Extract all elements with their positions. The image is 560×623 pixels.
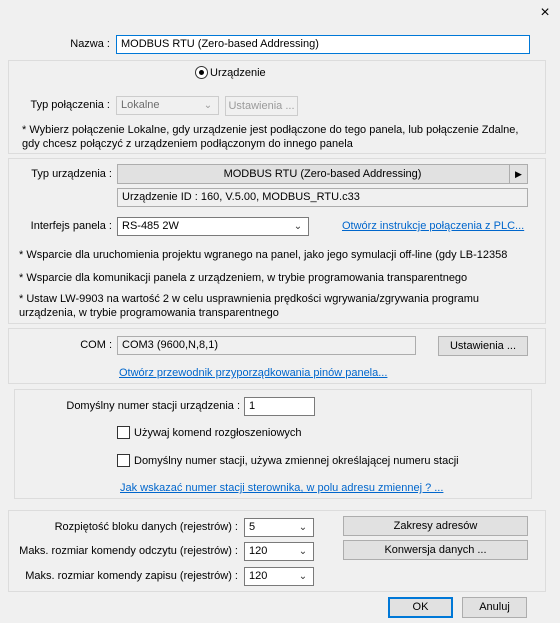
note-lw9903: * Ustaw LW-9903 na wartość 2 w celu usprawnienia prędkości wgrywania/zgrywania programu urządzenia, w trybie programowania transparentnego <box>19 293 479 319</box>
max-write-label: Maks. rozmiar komendy zapisu (rejestrów) : <box>25 570 238 582</box>
radio-selected-dot <box>199 70 204 75</box>
close-icon[interactable]: × <box>540 4 550 21</box>
max-write-select[interactable] <box>244 567 314 586</box>
station-help-link[interactable]: Jak wskazać numer stacji sterownika, w polu adresu zmiennej ? ... <box>120 482 444 494</box>
device-type-label: Typ urządzenia : <box>31 168 112 180</box>
data-conversion-button[interactable]: Konwersja danych ... <box>343 540 528 560</box>
station-number-input[interactable]: 1 <box>244 397 315 416</box>
station-number-label: Domyślny numer stacji urządzenia : <box>66 400 240 412</box>
note-transparent: * Wsparcie dla komunikacji panela z urządzeniem, w trybie programowania transparentnego <box>19 272 468 284</box>
panel-interface-value: RS-485 2W <box>122 220 179 232</box>
block-size-select[interactable] <box>244 518 314 537</box>
block-size-label: Rozpiętość bloku danych (rejestrów) : <box>54 521 238 533</box>
panel-interface-select[interactable] <box>117 217 309 236</box>
connection-settings-button[interactable]: Ustawienia ... <box>225 96 298 116</box>
max-read-value: 120 <box>249 545 268 557</box>
pin-guide-link[interactable]: Otwórz przewodnik przyporządkowania pinów panela... <box>119 367 388 379</box>
device-type-selector[interactable] <box>117 164 528 184</box>
note-simulation: * Wsparcie dla uruchomienia projektu wgranego na panel, jako jego symulacji off-line (gdy LB-12358 <box>19 249 508 261</box>
device-radio-label: Urządzenie <box>210 67 266 79</box>
max-write-value: 120 <box>249 570 268 582</box>
com-field: COM3 (9600,N,8,1) <box>117 336 416 355</box>
name-input[interactable]: MODBUS RTU (Zero-based Addressing) <box>116 35 530 54</box>
connection-note: * Wybierz połączenie Lokalne, gdy urządzenie jest podłączone do tego panela, lub połączenie Zdalne, gdy chcesz połączyć z urządzeniem podłączonym do innego panela <box>22 124 519 150</box>
connection-type-value: Lokalne <box>121 99 160 111</box>
com-label: COM : <box>80 339 112 351</box>
chevron-down-icon: ⌄ <box>298 571 308 582</box>
chevron-right-icon[interactable]: ▶ <box>509 165 527 183</box>
address-ranges-button[interactable]: Zakresy adresów <box>343 516 528 536</box>
block-size-value: 5 <box>249 521 256 533</box>
name-label: Nazwa : <box>70 38 110 50</box>
connection-type-label: Typ połączenia : <box>30 99 110 111</box>
device-radio[interactable] <box>195 66 208 79</box>
cancel-button[interactable]: Anuluj <box>462 597 527 618</box>
device-id-field: Urządzenie ID : 160, V.5.00, MODBUS_RTU.c33 <box>117 188 528 207</box>
panel-interface-label: Interfejs panela : <box>30 220 112 232</box>
chevron-down-icon: ⌄ <box>298 522 308 533</box>
chevron-down-icon: ⌄ <box>203 100 213 111</box>
broadcast-checkbox[interactable] <box>117 426 130 439</box>
connection-type-select[interactable] <box>116 96 219 115</box>
chevron-down-icon: ⌄ <box>298 546 308 557</box>
ok-button[interactable]: OK <box>388 597 453 618</box>
com-settings-button[interactable]: Ustawienia ... <box>438 336 528 356</box>
max-read-label: Maks. rozmiar komendy odczytu (rejestrów) : <box>19 545 238 557</box>
max-read-select[interactable] <box>244 542 314 561</box>
device-type-value: MODBUS RTU (Zero-based Addressing) <box>223 168 422 180</box>
station-variable-checkbox-label: Domyślny numer stacji, używa zmiennej określającej numeru stacji <box>134 455 459 467</box>
chevron-down-icon: ⌄ <box>293 221 303 232</box>
broadcast-checkbox-label: Używaj komend rozgłoszeniowych <box>134 427 302 439</box>
station-variable-checkbox[interactable] <box>117 454 130 467</box>
open-connection-guide-link[interactable]: Otwórz instrukcje połączenia z PLC... <box>342 220 525 232</box>
